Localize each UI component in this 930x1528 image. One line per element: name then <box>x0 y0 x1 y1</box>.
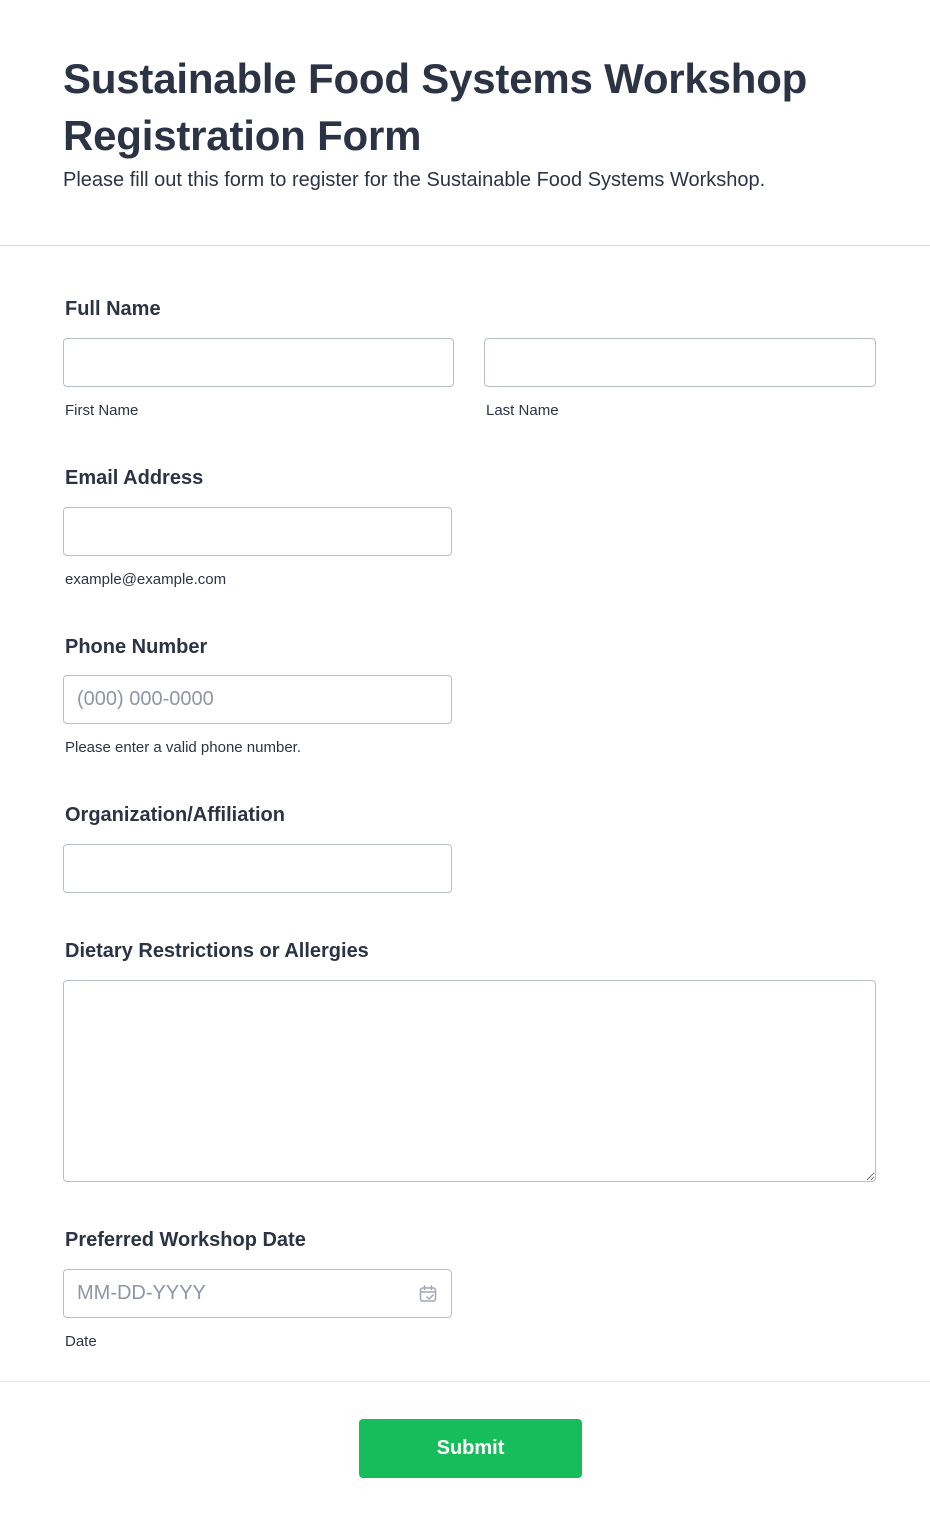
last-name-sublabel: Last Name <box>486 402 559 419</box>
phone-sublabel: Please enter a valid phone number. <box>65 739 301 756</box>
last-name-input[interactable] <box>484 338 876 387</box>
calendar-icon[interactable] <box>418 1284 438 1304</box>
footer-divider <box>0 1381 930 1382</box>
workshop-date-sublabel: Date <box>65 1333 97 1350</box>
dietary-textarea[interactable] <box>63 980 876 1182</box>
phone-label: Phone Number <box>65 636 208 658</box>
full-name-label: Full Name <box>65 298 161 320</box>
submit-button[interactable]: Submit <box>359 1419 582 1478</box>
workshop-date-label: Preferred Workshop Date <box>65 1229 306 1251</box>
first-name-input[interactable] <box>63 338 454 387</box>
form-header <box>0 0 930 246</box>
form-title: Sustainable Food Systems Workshop Registration Form <box>63 55 808 159</box>
email-label: Email Address <box>65 467 204 489</box>
workshop-date-input[interactable] <box>63 1269 452 1318</box>
phone-input[interactable] <box>63 675 452 724</box>
form-subtitle: Please fill out this form to register for the Sustainable Food Systems Workshop. <box>63 169 766 191</box>
organization-label: Organization/Affiliation <box>65 804 285 826</box>
organization-input[interactable] <box>63 844 452 893</box>
first-name-sublabel: First Name <box>65 402 139 419</box>
dietary-label: Dietary Restrictions or Allergies <box>65 940 369 962</box>
email-sublabel: example@example.com <box>65 571 227 588</box>
email-input[interactable] <box>63 507 452 556</box>
